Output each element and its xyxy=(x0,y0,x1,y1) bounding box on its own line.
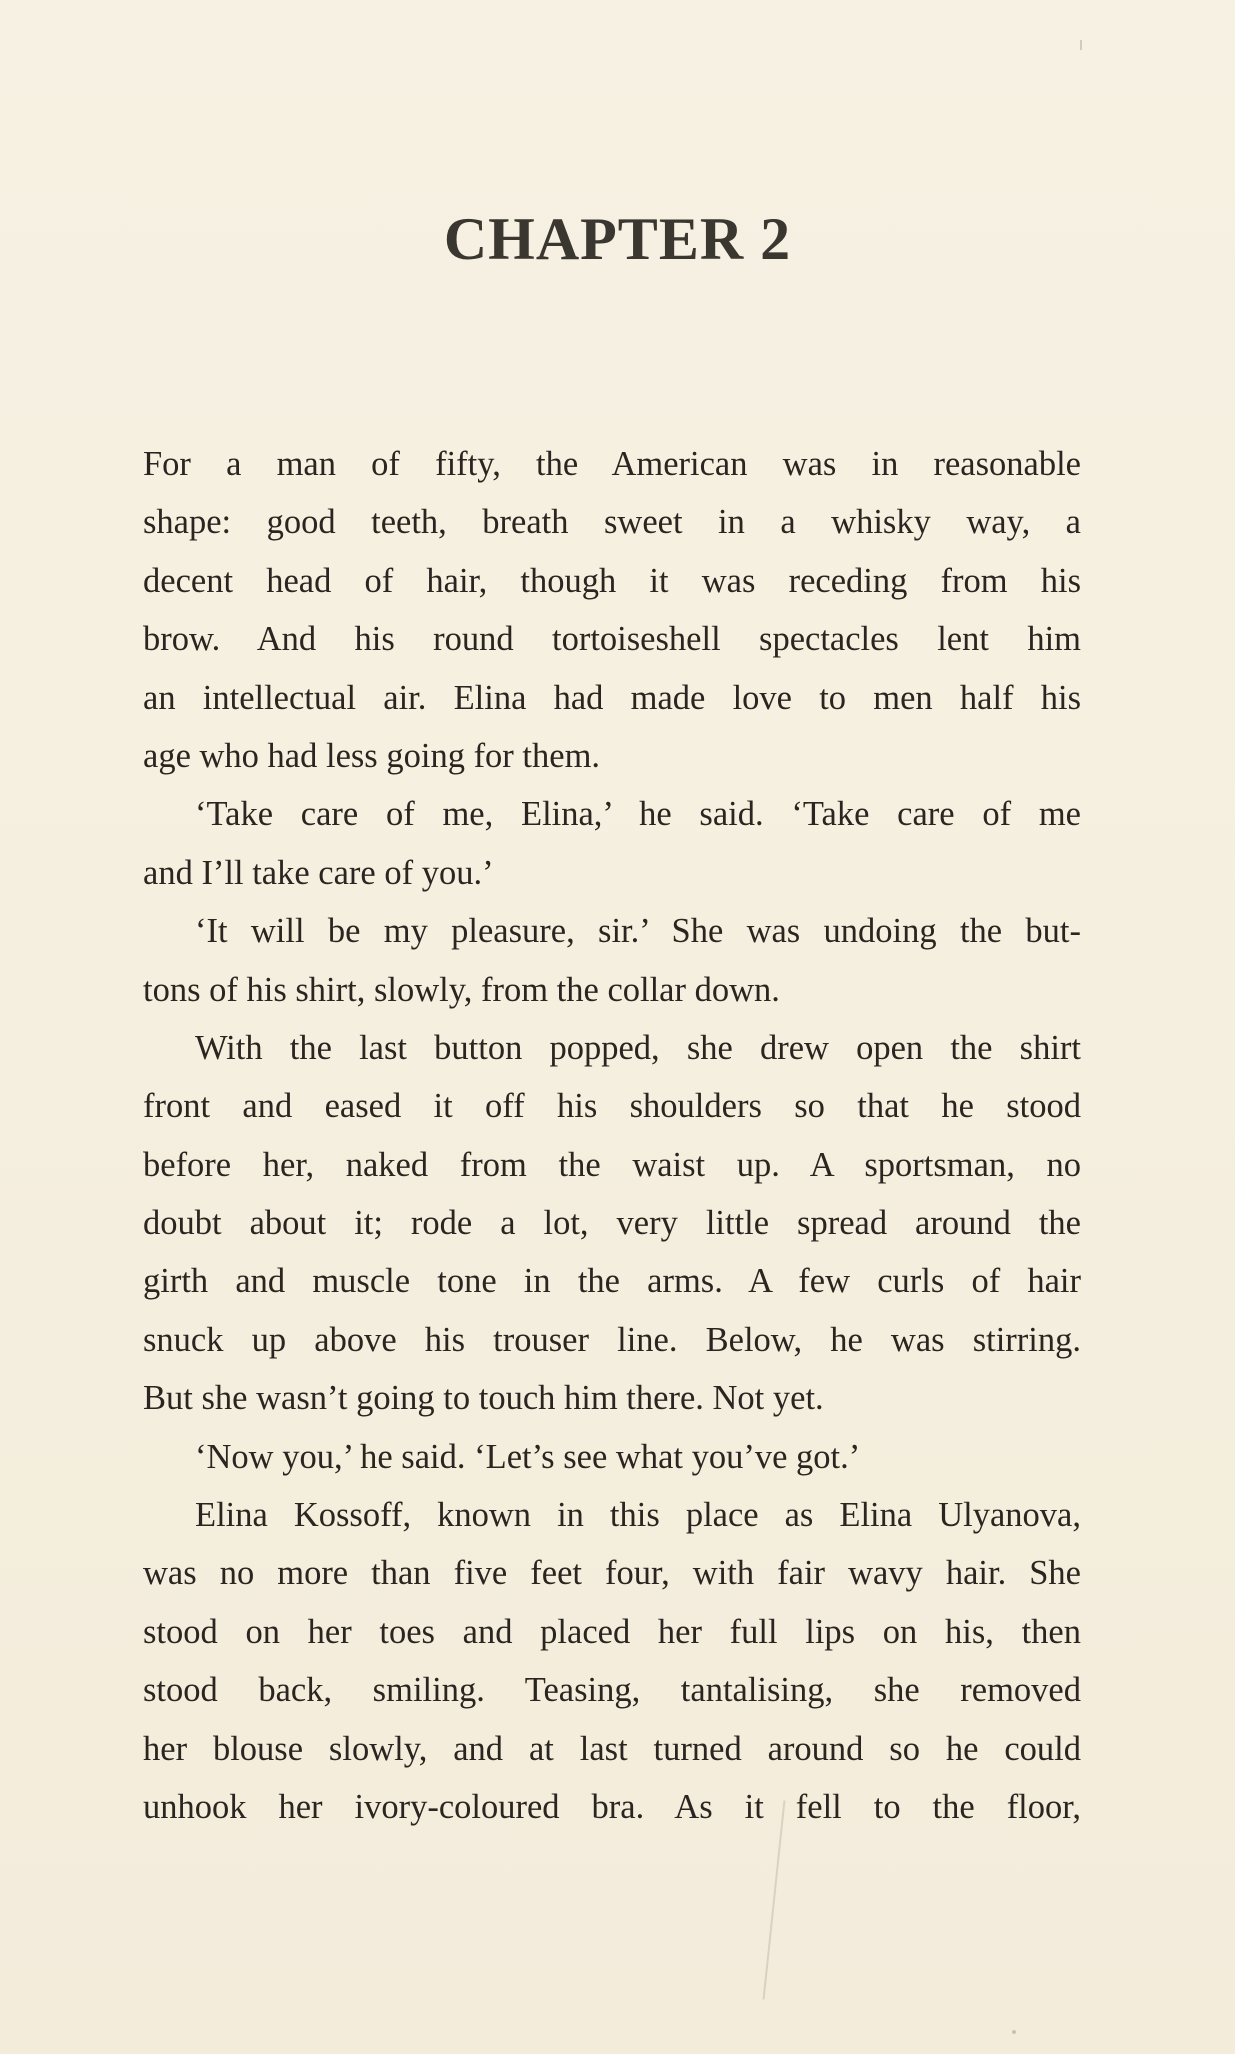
text-line: With the last button popped, she drew open the shirt xyxy=(195,1028,1081,1067)
text-line: unhook her ivory-coloured bra. As it fell to the floor, xyxy=(143,1787,1081,1826)
text-line: tons of his shirt, slowly, from the collar down. xyxy=(143,970,780,1009)
text-line: front and eased it off his shoulders so that he stood xyxy=(143,1087,1081,1126)
chapter-title: CHAPTER 2 xyxy=(443,206,792,272)
text-line: doubt about it; rode a lot, very little spread around the xyxy=(143,1204,1081,1243)
text-line: and I’ll take care of you.’ xyxy=(143,853,494,892)
text-line: stood back, smiling. Teasing, tantalising, she removed xyxy=(143,1671,1081,1710)
text-line: ‘Take care of me, Elina,’ he said. ‘Take care of me xyxy=(195,795,1081,834)
text-line: before her, naked from the waist up. A sportsman, no xyxy=(143,1145,1081,1184)
text-line: an intellectual air. Elina had made love to men half his xyxy=(143,678,1081,717)
text-line: ‘Now you,’ he said. ‘Let’s see what you’ve got.’ xyxy=(195,1437,861,1476)
text-line: age who had less going for them. xyxy=(143,736,601,775)
text-line: Elina Kossoff, known in this place as Elina Ulyanova, xyxy=(195,1496,1081,1535)
text-line: was no more than five feet four, with fair wavy hair. She xyxy=(143,1554,1081,1593)
text-line: stood on her toes and placed her full lips on his, then xyxy=(143,1612,1081,1651)
scan-artifact-dot xyxy=(1080,40,1082,50)
text-line: decent head of hair, though it was receding from his xyxy=(143,561,1081,600)
text-line: But she wasn’t going to touch him there. Not yet. xyxy=(143,1379,824,1418)
text-line: shape: good teeth, breath sweet in a whisky way, a xyxy=(143,503,1081,542)
scan-artifact-dot xyxy=(1012,2030,1016,2034)
text-line: ‘It will be my pleasure, sir.’ She was undoing the but- xyxy=(195,912,1081,951)
text-line: girth and muscle tone in the arms. A few curls of hair xyxy=(143,1262,1081,1301)
text-line: snuck up above his trouser line. Below, he was stirring. xyxy=(143,1320,1081,1359)
chapter-body-text xyxy=(143,435,1081,1836)
text-line: For a man of fifty, the American was in reasonable xyxy=(143,445,1081,483)
text-line: her blouse slowly, and at last turned around so he could xyxy=(143,1729,1081,1768)
text-line: brow. And his round tortoiseshell spectacles lent him xyxy=(143,620,1081,659)
